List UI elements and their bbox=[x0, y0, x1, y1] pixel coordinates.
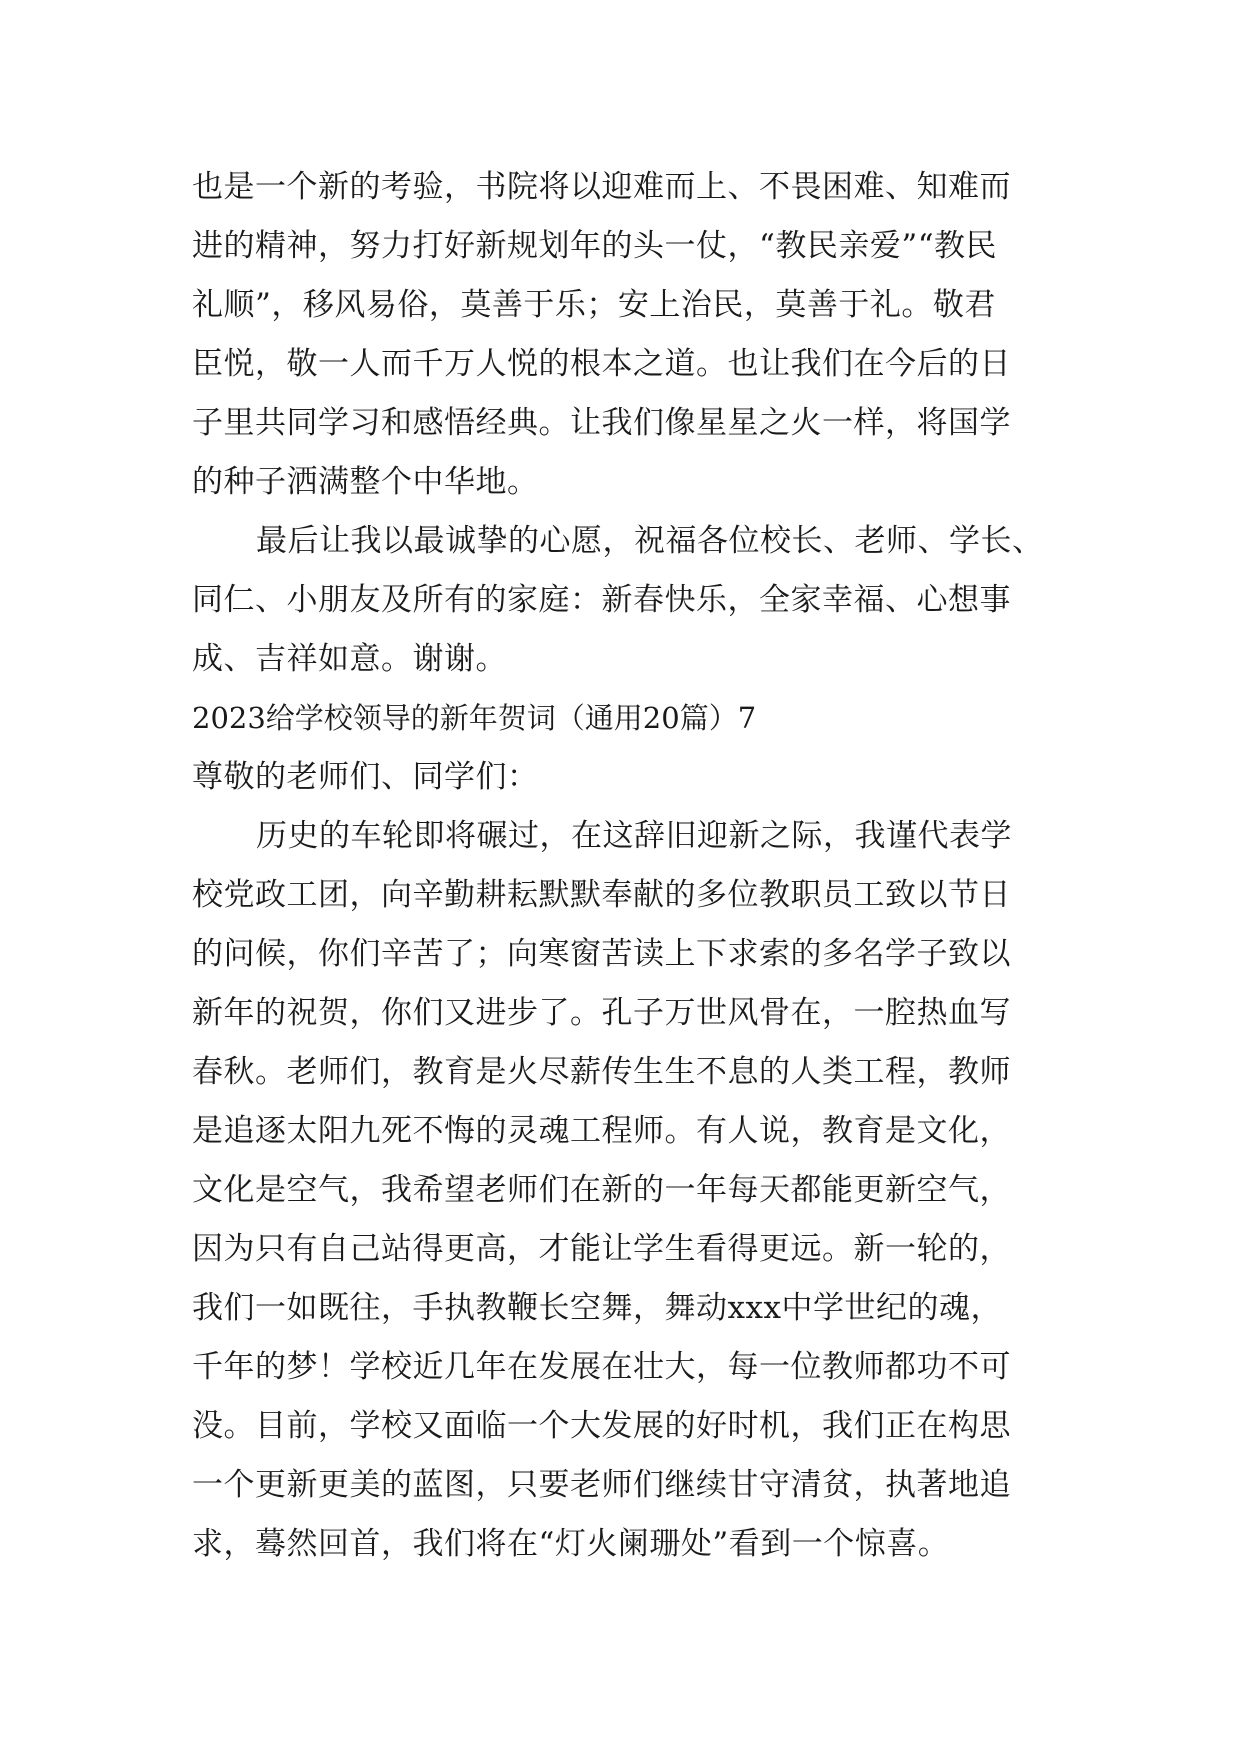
text-line: 臣悦，敬一人而千万人悦的根本之道。也让我们在今后的日 bbox=[192, 346, 1011, 382]
text-line: 历史的车轮即将碾过，在这辞旧迎新之际，我谨代表学 bbox=[256, 818, 1012, 854]
section-heading: 2023给学校领导的新年贺词（通用20篇）7 bbox=[192, 701, 757, 735]
text-line: 没。目前，学校又面临一个大发展的好时机，我们正在构思 bbox=[192, 1408, 1011, 1444]
text-line: 春秋。老师们，教育是火尽薪传生生不息的人类工程，教师 bbox=[192, 1054, 1011, 1090]
text-line: 进的精神，努力打好新规划年的头一仗，“教民亲爱”“教民 bbox=[192, 228, 998, 264]
document-page bbox=[192, 158, 1072, 1574]
paragraph-2 bbox=[192, 512, 1072, 689]
text-line: 子里共同学习和感悟经典。让我们像星星之火一样，将国学 bbox=[192, 405, 1011, 441]
text-line: 最后让我以最诚挚的心愿，祝福各位校长、老师、学长、 bbox=[256, 523, 1044, 559]
paragraph-1 bbox=[192, 158, 1072, 512]
text-line: 因为只有自己站得更高，才能让学生看得更远。新一轮的， bbox=[192, 1231, 1011, 1267]
text-line: 求，蓦然回首，我们将在“灯火阑珊处”看到一个惊喜。 bbox=[192, 1526, 950, 1562]
text-line: 的问候，你们辛苦了；向寒窗苦读上下求索的多名学子致以 bbox=[192, 936, 1011, 972]
text-line: 同仁、小朋友及所有的家庭：新春快乐，全家幸福、心想事 bbox=[192, 582, 1011, 618]
text-line: 文化是空气，我希望老师们在新的一年每天都能更新空气， bbox=[192, 1172, 1011, 1208]
text-line: 也是一个新的考验，书院将以迎难而上、不畏困难、知难而 bbox=[192, 169, 1011, 205]
text-line: 新年的祝贺，你们又进步了。孔子万世风骨在，一腔热血写 bbox=[192, 995, 1011, 1031]
text-line: 礼顺”，移风易俗，莫善于乐；安上治民，莫善于礼。敬君 bbox=[192, 287, 996, 323]
text-line: 的种子洒满整个中华地。 bbox=[192, 464, 539, 500]
text-line: 成、吉祥如意。谢谢。 bbox=[192, 641, 507, 677]
salutation: 尊敬的老师们、同学们： bbox=[192, 759, 539, 795]
text-line: 我们一如既往，手执教鞭长空舞，舞动xxx中学世纪的魂， bbox=[192, 1290, 1002, 1326]
text-line: 是追逐太阳九死不悔的灵魂工程师。有人说，教育是文化， bbox=[192, 1113, 1011, 1149]
paragraph-3 bbox=[192, 807, 1072, 1574]
text-line: 千年的梦！学校近几年在发展在壮大，每一位教师都功不可 bbox=[192, 1349, 1011, 1385]
text-line: 一个更新更美的蓝图，只要老师们继续甘守清贫，执著地追 bbox=[192, 1467, 1011, 1503]
text-line: 校党政工团，向辛勤耕耘默默奉献的多位教职员工致以节日 bbox=[192, 877, 1011, 913]
